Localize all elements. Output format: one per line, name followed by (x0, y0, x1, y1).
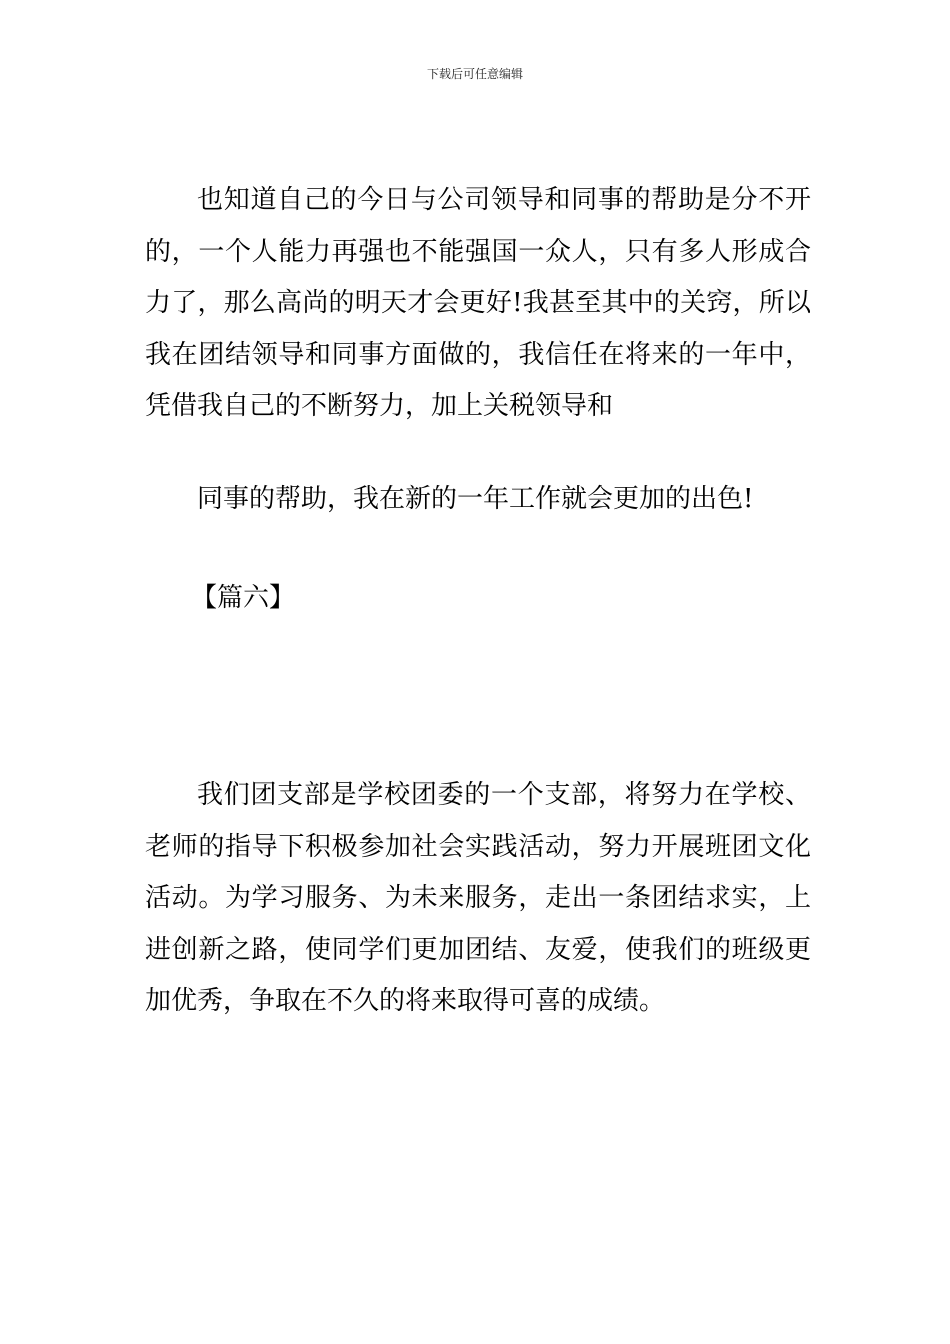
paragraph-better-work: 同事的帮助，我在新的一年工作就会更加的出色! (197, 484, 754, 514)
paragraph-gratitude: 也知道自己的今日与公司领导和同事的帮助是分不开的，一个人能力再强也不能强国一众人，只有多人形成合力了，那么高尚的明天才会更好!我甚至其中的关窍，所以我在团结领导和同事方面做的，我信任在将来的一年中，凭借我自己的不断努力，加上关税领导和 (145, 185, 811, 421)
section-heading-six: 【篇六】 (191, 583, 296, 613)
page-header: 下载后可任意编辑 (426, 67, 523, 81)
paragraph-league-branch: 我们团支部是学校团委的一个支部，将努力在学校、老师的指导下积极参加社会实践活动，努力开展班团文化活动。为学习服务、为未来服务，走出一条团结求实，上进创新之路，使同学们更加团结、友爱，使我们的班级更加优秀，争取在不久的将来取得可喜的成绩。 (145, 780, 811, 1016)
